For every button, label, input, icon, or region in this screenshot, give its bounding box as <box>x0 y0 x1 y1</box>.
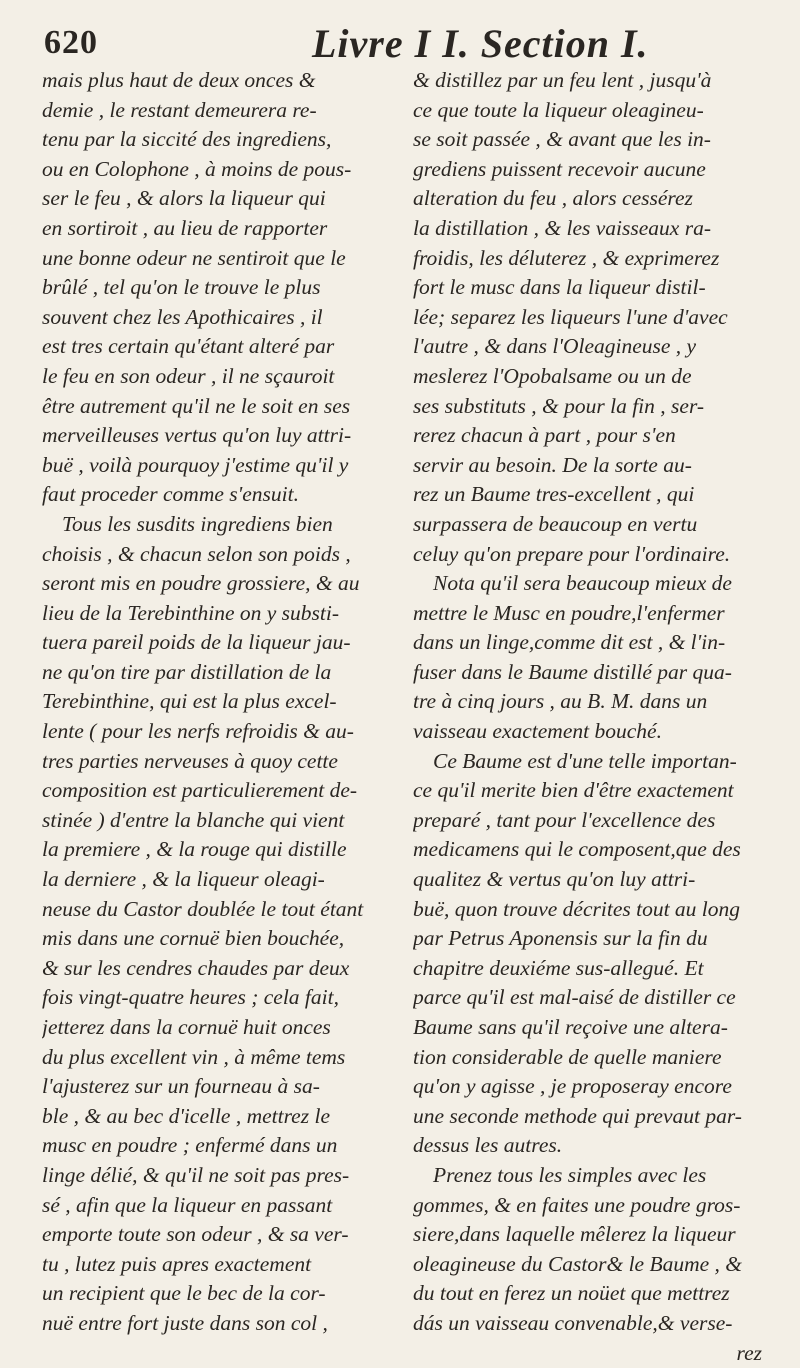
text-line: se soit passée , & avant que les in- <box>413 127 711 152</box>
text-line: fois vingt-quatre heures ; cela fait, <box>42 985 339 1010</box>
text-line: preparé , tant pour l'excellence des <box>413 807 716 832</box>
text-line: stinée ) d'entre la blanche qui vient <box>42 807 345 832</box>
text-line: neuse du Castor doublée le tout étant <box>42 896 364 921</box>
text-line: sé , afin que la liqueur en passant <box>42 1192 333 1217</box>
text-line: du plus excellent vin , à même tems <box>42 1044 346 1069</box>
text-line: buë, quon trouve décrites tout au long <box>413 896 741 921</box>
text-line: tion considerable de quelle maniere <box>413 1044 722 1069</box>
text-line: faut proceder comme s'ensuit. <box>42 482 299 507</box>
text-line: fuser dans le Baume distillé par qua- <box>413 659 732 684</box>
text-line: musc en poudre ; enfermé dans un <box>42 1133 338 1158</box>
text-line: rez un Baume tres-excellent , qui <box>413 482 695 507</box>
text-line: une bonne odeur ne sentiroit que le <box>42 245 346 270</box>
text-line: en sortiroit , au lieu de rapporter <box>42 215 328 240</box>
text-line: grediens puissent recevoir aucune <box>413 156 706 181</box>
text-line: Prenez tous les simples avec les <box>433 1162 707 1187</box>
text-line: Nota qu'il sera beaucoup mieux de <box>433 571 732 596</box>
text-line: Ce Baume est d'une telle importan- <box>433 748 737 773</box>
text-line: qualitez & vertus qu'on luy attri- <box>413 867 696 892</box>
text-line: composition est particulierement de- <box>42 778 358 803</box>
text-line: l'autre , & dans l'Oleagineuse , y <box>413 334 697 359</box>
text-line: vaisseau exactement bouché. <box>413 719 662 744</box>
text-line: nuë entre fort juste dans son col , <box>42 1310 328 1335</box>
text-line: rerez chacun à part , pour s'en <box>413 423 676 448</box>
text-line: linge délié, & qu'il ne soit pas pres- <box>42 1162 350 1187</box>
text-line: fort le musc dans la liqueur distil- <box>413 275 706 300</box>
text-line: tre à cinq jours , au B. M. dans un <box>413 689 708 714</box>
text-line: dás un vaisseau convenable,& verse- <box>413 1310 733 1335</box>
text-line: gommes, & en faites une poudre gros- <box>413 1192 741 1217</box>
text-line: tuera pareil poids de la liqueur jau- <box>42 630 351 655</box>
text-line: ses substituts , & pour la fin , ser- <box>413 393 705 418</box>
text-line: oleagineuse du Castor& le Baume , & <box>413 1251 743 1276</box>
text-line: lée; separez les liqueurs l'une d'avec <box>413 304 728 329</box>
text-line: mis dans une cornuë bien bouchée, <box>42 926 345 951</box>
text-line: par Petrus Aponensis sur la fin du <box>413 926 708 951</box>
text-line: servir au besoin. De la sorte au- <box>413 452 692 477</box>
text-line: souvent chez les Apothicaires , il <box>42 304 323 329</box>
text-line: tu , lutez puis apres exactement <box>42 1251 312 1276</box>
text-line: choisis , & chacun selon son poids , <box>42 541 351 566</box>
text-line: merveilleuses vertus qu'on luy attri- <box>42 423 352 448</box>
text-line: & sur les cendres chaudes par deux <box>42 955 350 980</box>
text-line: la premiere , & la rouge qui distille <box>42 837 347 862</box>
text-line: surpassera de beaucoup en vertu <box>413 511 698 536</box>
text-line: ne qu'on tire par distillation de la <box>42 659 332 684</box>
text-line: ou en Colophone , à moins de pous- <box>42 156 352 181</box>
text-line: la distillation , & les vaisseaux ra- <box>413 215 711 240</box>
text-line: chapitre deuxiéme sus-allegué. Et <box>413 955 704 980</box>
page-header <box>0 14 800 70</box>
text-line: être autrement qu'il ne le soit en ses <box>42 393 351 418</box>
text-line: Tous les susdits ingrediens bien <box>62 511 333 536</box>
text-line: une seconde methode qui prevaut par- <box>413 1103 742 1128</box>
page-number: 620 <box>44 24 98 61</box>
text-line: siere,dans laquelle mêlerez la liqueur <box>413 1222 736 1247</box>
text-line: dans un linge,comme dit est , & l'in- <box>413 630 726 655</box>
text-line: rez <box>736 1340 762 1365</box>
text-line: ce qu'il merite bien d'être exactement <box>413 778 734 803</box>
text-line: brûlé , tel qu'on le trouve le plus <box>42 275 321 300</box>
text-line: tenu par la siccité des ingrediens, <box>42 127 332 152</box>
text-line: Baume sans qu'il reçoive une altera- <box>413 1015 728 1039</box>
text-line: ser le feu , & alors la liqueur qui <box>42 186 326 211</box>
running-title: Livre I I. Section I. <box>312 21 649 66</box>
text-line: ce que toute la liqueur oleagineu- <box>413 97 704 122</box>
text-line: du tout en ferez un noüet que mettrez <box>413 1281 730 1306</box>
text-line: est tres certain qu'étant alteré par <box>42 334 335 359</box>
text-line: medicamens qui le composent,que des <box>413 837 741 862</box>
text-line: seront mis en poudre grossiere, & au <box>42 571 360 596</box>
text-line: emporte toute son odeur , & sa ver- <box>42 1222 349 1247</box>
text-line: demie , le restant demeurera re- <box>42 97 317 122</box>
text-line: & distillez par un feu lent , jusqu'à <box>413 68 712 92</box>
text-line: meslerez l'Opobalsame ou un de <box>413 363 692 388</box>
left-text-column <box>42 66 397 1339</box>
text-line: Terebinthine, qui est la plus excel- <box>42 689 337 714</box>
text-line: l'ajusterez sur un fourneau à sa- <box>42 1074 320 1099</box>
text-line: lente ( pour les nerfs refroidis & au- <box>42 719 354 744</box>
text-line: mettre le Musc en poudre,l'enfermer <box>413 600 725 625</box>
text-line: froidis, les déluterez , & exprimerez <box>413 245 720 270</box>
text-line: dessus les autres. <box>413 1133 563 1158</box>
text-line: alteration du feu , alors cessérez <box>413 186 693 211</box>
text-line: qu'on y agisse , je proposeray encore <box>413 1074 732 1099</box>
right-text-column <box>413 66 768 1368</box>
text-line: jetterez dans la cornuë huit onces <box>42 1015 331 1039</box>
text-line: ble , & au bec d'icelle , mettrez le <box>42 1103 330 1128</box>
text-line: lieu de la Terebinthine on y substi- <box>42 600 339 625</box>
text-line: le feu en son odeur , il ne sçauroit <box>42 363 335 388</box>
text-line: tres parties nerveuses à quoy cette <box>42 748 338 773</box>
text-line: mais plus haut de deux onces & <box>42 68 316 92</box>
text-line: buë , voilà pourquoy j'estime qu'il y <box>42 452 349 477</box>
text-line: un recipient que le bec de la cor- <box>42 1281 326 1306</box>
text-line: celuy qu'on prepare pour l'ordinaire. <box>413 541 731 566</box>
text-line: parce qu'il est mal-aisé de distiller ce <box>413 985 736 1010</box>
text-line: la derniere , & la liqueur oleagi- <box>42 867 325 892</box>
